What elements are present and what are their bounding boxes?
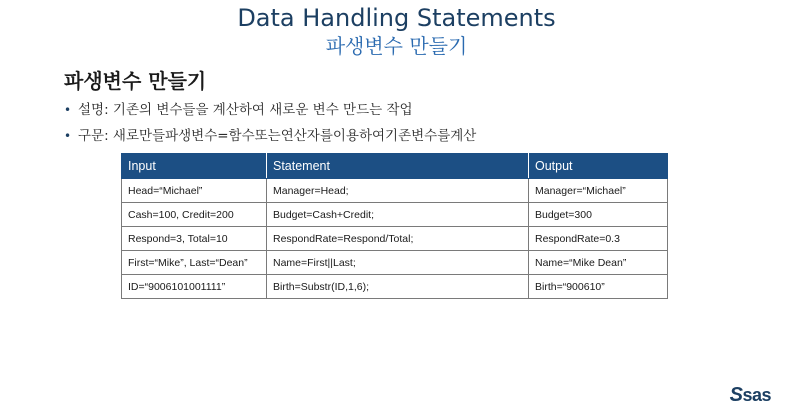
cell-statement: Manager=Head; [267,179,529,203]
cell-input: First=“Mike”, Last=“Dean” [122,251,267,275]
table-row [122,251,668,275]
bullet-description: • 설명: 기존의 변수들을 계산하여 새로운 변수 만드는 작업 [64,97,476,123]
table-row [122,227,668,251]
header-output: Output [529,154,668,179]
statement-table [121,153,668,299]
table-header-row [122,154,668,179]
cell-input: Head=“Michael” [122,179,267,203]
cell-input: Respond=3, Total=10 [122,227,267,251]
sas-logo-text: sas [742,385,771,405]
sas-logo [730,384,771,407]
section-heading: 파생변수 만들기 [64,69,207,93]
cell-output: Manager=“Michael” [529,179,668,203]
cell-input: Cash=100, Credit=200 [122,203,267,227]
header-statement: Statement [267,154,529,179]
sas-logo-mark: S [729,384,743,406]
table-row [122,275,668,299]
cell-statement: RespondRate=Respond/Total; [267,227,529,251]
slide-title: Data Handling Statements [237,4,556,32]
header-input: Input [122,154,267,179]
cell-output: RespondRate=0.3 [529,227,668,251]
bullet-list [64,97,476,149]
cell-statement: Budget=Cash+Credit; [267,203,529,227]
cell-statement: Name=First||Last; [267,251,529,275]
slide-subtitle: 파생변수 만들기 [325,34,468,58]
table-row [122,203,668,227]
cell-output: Birth=“900610” [529,275,668,299]
table-row [122,179,668,203]
cell-output: Budget=300 [529,203,668,227]
cell-input: ID=“9006101001111” [122,275,267,299]
cell-statement: Birth=Substr(ID,1,6); [267,275,529,299]
cell-output: Name=“Mike Dean” [529,251,668,275]
bullet-syntax: • 구문: 새로만들파생변수=함수또는연산자를이용하여기존변수를계산 [64,123,476,149]
